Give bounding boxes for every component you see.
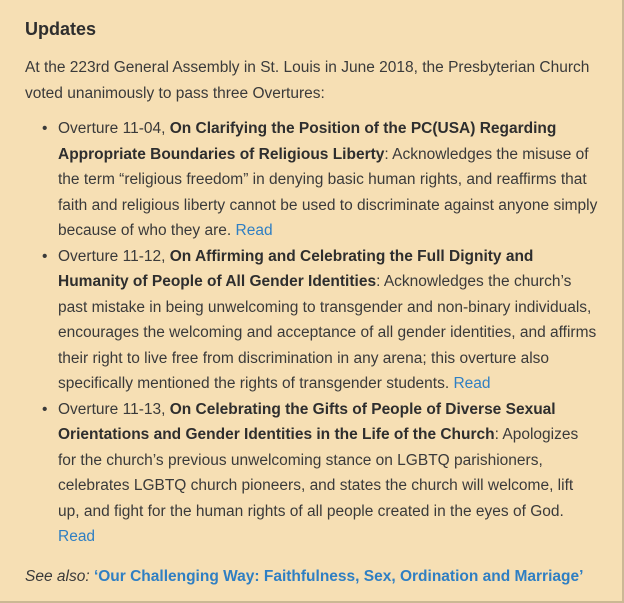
- bullet-marker: •: [42, 400, 48, 418]
- read-link[interactable]: Read: [235, 222, 273, 239]
- overture-item-11-04: [42, 116, 598, 244]
- overture-item-11-12: [42, 244, 598, 397]
- see-also-label: See also:: [25, 567, 94, 585]
- overture-number: Overture 11-04,: [58, 120, 170, 137]
- section-heading: Updates: [25, 19, 97, 39]
- overture-description: : Acknowledges the misuse of the term “religious freedom” in denying basic human rights, and reaffirms that faith and religious liberty cannot be used to discriminate against anyone simply because of who they are.: [58, 145, 598, 239]
- overture-list: [25, 116, 598, 550]
- intro-text: At the 223rd General Assembly in St. Louis in June 2018, the Presbyterian Church voted unanimously to pass three Overtures:: [25, 59, 590, 102]
- overture-description: : Apologizes for the church’s previous unwelcoming stance on LGBTQ parishioners, celebrates LGBTQ church pioneers, and states the church will welcome, lift up, and fight for the human rights of all people created in the eyes of God.: [58, 426, 579, 520]
- overture-number: Overture 11-13,: [58, 400, 170, 418]
- overture-title: On Celebrating the Gifts of People of Diverse Sexual Orientations and Gender Identities in the Life of the Church: [58, 400, 556, 443]
- read-link[interactable]: Read: [58, 528, 96, 545]
- overture-description: : Acknowledges the church’s past mistake in being unwelcoming to transgender and non-binary individuals, encourages the welcoming and acceptance of all gender identities, and affirms their right to live free from discrimination in any arena; this overture also specifically mentioned the rights of transgender students.: [58, 273, 597, 392]
- bullet-marker: •: [42, 120, 48, 137]
- see-also-link[interactable]: ‘Our Challenging Way: Faithfulness, Sex, Ordination and Marriage’: [93, 567, 584, 585]
- bullet-marker: •: [42, 247, 48, 265]
- overture-title: On Clarifying the Position of the PC(USA) Regarding Appropriate Boundaries of Religious Liberty: [58, 120, 557, 163]
- overture-number: Overture 11-12,: [58, 247, 170, 265]
- overture-item-11-13: [42, 397, 598, 550]
- see-also: [25, 564, 598, 590]
- overture-title: On Affirming and Celebrating the Full Dignity and Humanity of People of All Gender Identities: [58, 247, 534, 290]
- read-link[interactable]: Read: [453, 375, 491, 392]
